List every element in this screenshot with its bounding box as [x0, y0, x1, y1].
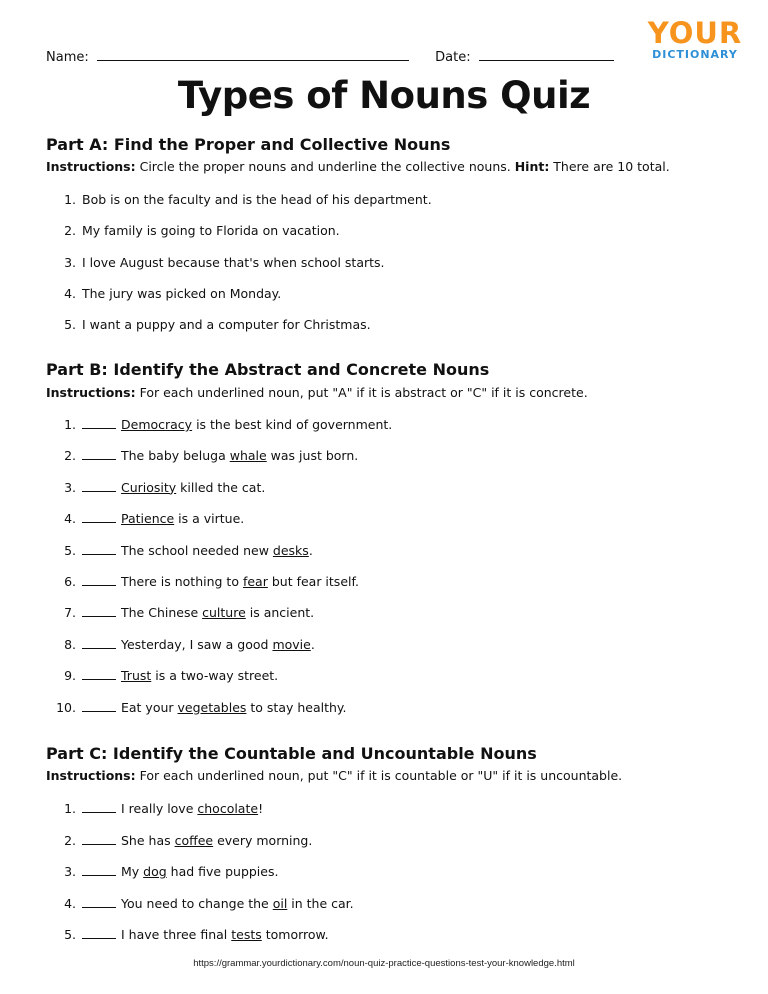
answer-blank: [82, 844, 116, 845]
instr-text: For each underlined noun, put "A" if it is abstract or "C" if it is concrete.: [135, 385, 588, 400]
item-number: 1.: [64, 801, 76, 816]
item-text-after: in the car.: [287, 895, 354, 911]
underlined-noun: coffee: [174, 832, 214, 848]
instr-label: Instructions:: [46, 768, 136, 783]
date-label: Date:: [435, 50, 471, 65]
list-item: [56, 574, 359, 589]
item-text-after: had five puppies.: [166, 864, 279, 879]
item-text-before: Yesterday, I saw a good: [121, 636, 273, 652]
item-text-after: is the best kind of government.: [192, 417, 393, 432]
yourdictionary-logo: [640, 18, 750, 61]
item-text-after: killed the cat.: [176, 479, 266, 495]
list-item: [56, 605, 314, 620]
list-item: [56, 668, 278, 683]
underlined-noun: culture: [202, 605, 246, 621]
list-item: [56, 896, 354, 911]
answer-blank: [82, 491, 116, 492]
part-c-instructions: [46, 768, 622, 783]
item-text: Bob is on the faculty and is the head of his department.: [82, 192, 432, 207]
answer-blank: [82, 554, 116, 555]
item-text-after: tomorrow.: [261, 927, 329, 942]
date-line: [479, 48, 614, 61]
item-text-after: every morning.: [213, 832, 313, 848]
item-number: 4.: [64, 511, 76, 527]
underlined-noun: fear: [242, 574, 268, 589]
item-text-after: was just born.: [266, 448, 359, 464]
instr-text: Circle the proper nouns and underline the collective nouns.: [135, 159, 515, 174]
underlined-noun: chocolate: [197, 801, 259, 816]
item-text: My family is going to Florida on vacation.: [82, 223, 340, 239]
answer-blank: [82, 585, 116, 586]
list-item: [56, 448, 358, 463]
answer-blank: [82, 459, 116, 460]
instr-label: Instructions:: [46, 159, 136, 174]
list-item: [56, 927, 329, 942]
list-item: [56, 417, 392, 432]
underlined-noun: Curiosity: [121, 479, 177, 495]
answer-blank: [82, 679, 116, 680]
part-c-heading: Part C: Identify the Countable and Uncountable Nouns: [46, 744, 537, 763]
answer-blank: [82, 907, 116, 908]
item-text-before: I really love: [121, 801, 198, 816]
item-text: I love August because that's when school starts.: [82, 254, 385, 270]
answer-blank: [82, 428, 116, 429]
list-item: [56, 543, 313, 558]
item-text-after: .: [310, 636, 315, 652]
list-item: [56, 192, 432, 207]
answer-blank: [82, 938, 116, 939]
item-number: 2.: [64, 832, 76, 848]
instr-label: Instructions:: [46, 385, 136, 400]
item-text-after: is a virtue.: [174, 511, 245, 527]
item-number: 2.: [64, 223, 76, 239]
item-number: 8.: [64, 636, 76, 652]
underlined-noun: dog: [143, 864, 167, 879]
logo-top: YOUR: [647, 16, 743, 50]
item-number: 6.: [64, 574, 76, 589]
item-text-after: is a two-way street.: [151, 668, 279, 684]
item-text-after: is ancient.: [245, 605, 315, 621]
logo-bottom: DICTIONARY: [652, 48, 738, 61]
underlined-noun: movie: [272, 636, 311, 652]
answer-blank: [82, 522, 116, 523]
list-item: [56, 833, 312, 848]
item-text-after: to stay healthy.: [246, 699, 347, 715]
list-item: [56, 700, 347, 715]
item-number: 9.: [64, 668, 76, 684]
list-item: [56, 317, 371, 332]
item-text-before: Eat your: [121, 699, 178, 715]
item-number: 7.: [64, 605, 76, 621]
underlined-noun: oil: [272, 895, 288, 911]
hint-text: There are 10 total.: [549, 159, 670, 174]
item-text-before: The school needed new: [121, 542, 273, 558]
item-text-after: but fear itself.: [267, 574, 359, 589]
item-text-after: .: [308, 542, 313, 558]
list-item: [56, 223, 340, 238]
underlined-noun: tests: [231, 927, 262, 942]
item-number: 3.: [64, 254, 76, 270]
underlined-noun: Democracy: [121, 417, 193, 432]
list-item: [56, 480, 265, 495]
item-number: 5.: [64, 317, 76, 333]
list-item: [56, 511, 244, 526]
underlined-noun: vegetables: [177, 699, 247, 715]
item-number: 5.: [64, 927, 76, 942]
answer-blank: [82, 648, 116, 649]
list-item: [56, 637, 315, 652]
list-item: [56, 255, 385, 270]
answer-blank: [82, 812, 116, 813]
underlined-noun: whale: [229, 448, 267, 464]
item-number: 2.: [64, 448, 76, 464]
name-line: [97, 48, 409, 61]
item-number: 4.: [64, 895, 76, 911]
answer-blank: [82, 875, 116, 876]
list-item: [56, 801, 263, 816]
part-a-instructions: [46, 159, 670, 174]
item-number: 3.: [64, 479, 76, 495]
part-b-heading: Part B: Identify the Abstract and Concrete Nouns: [46, 360, 490, 379]
instr-text: For each underlined noun, put "C" if it is countable or "U" if it is uncountable.: [135, 768, 623, 783]
item-text-before: There is nothing to: [121, 574, 243, 589]
item-number: 4.: [64, 285, 76, 301]
item-number: 10.: [56, 699, 76, 715]
item-number: 1.: [64, 417, 76, 432]
underlined-noun: desks: [272, 542, 309, 558]
item-number: 5.: [64, 542, 76, 558]
page-title: Types of Nouns Quiz: [177, 74, 591, 117]
underlined-noun: Patience: [121, 511, 175, 527]
item-text-before: The baby beluga: [121, 448, 230, 464]
item-text: The jury was picked on Monday.: [82, 285, 282, 301]
answer-blank: [82, 711, 116, 712]
list-item: [56, 286, 281, 301]
list-item: [56, 864, 278, 879]
item-text: I want a puppy and a computer for Christmas.: [82, 317, 371, 333]
part-b-instructions: [46, 385, 588, 400]
item-text-before: My: [121, 864, 144, 879]
answer-blank: [82, 616, 116, 617]
item-number: 1.: [64, 192, 76, 207]
underlined-noun: Trust: [121, 668, 152, 684]
item-number: 3.: [64, 864, 76, 879]
part-a-heading: Part A: Find the Proper and Collective Nouns: [46, 135, 451, 154]
item-text-after: !: [258, 801, 264, 816]
source-url: https://grammar.yourdictionary.com/noun-quiz-practice-questions-test-your-knowledge.html: [193, 958, 575, 969]
item-text-before: The Chinese: [121, 605, 203, 621]
hint-label: Hint:: [514, 159, 550, 174]
item-text-before: I have three final: [121, 927, 232, 942]
item-text-before: You need to change the: [121, 895, 273, 911]
item-text-before: She has: [121, 832, 175, 848]
name-label: Name:: [46, 50, 89, 65]
name-date-row: [46, 48, 614, 65]
